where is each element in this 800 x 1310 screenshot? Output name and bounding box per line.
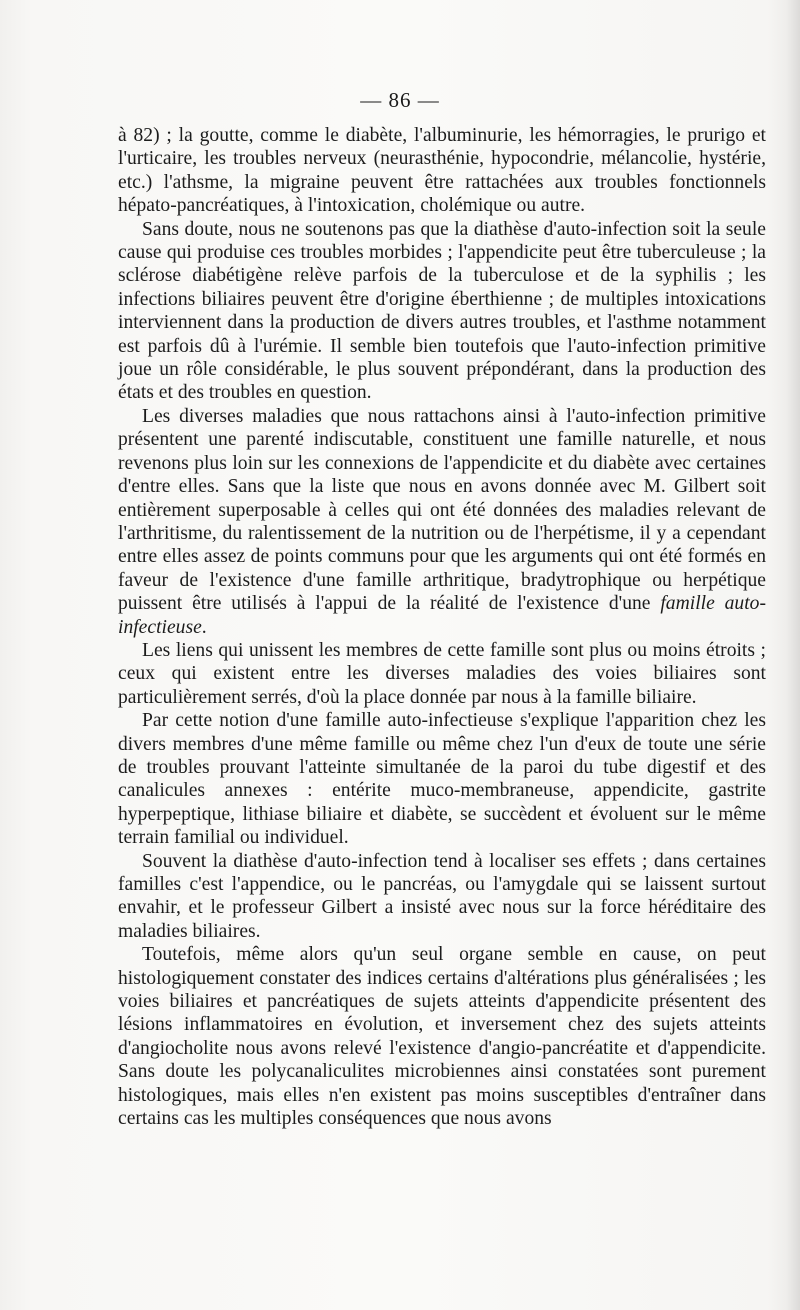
paragraph-1: à 82) ; la goutte, comme le diabète, l'albuminurie, les hémorragies, le prurigo et l'urticaire, les troubles nerveux (neurasthénie, hypocondrie, mélancolie, hystérie, etc.) l'athsme, la migraine peuvent être rattachées aux troubles fonctionnels hépato-pancréatiques, à l'intoxication, cholémique ou autre. (118, 125, 766, 217)
paragraph-2: Sans doute, nous ne soutenons pas que la diathèse d'auto-infection soit la seule cause qui produise ces troubles morbides ; l'appendicite peut être tuberculeuse ; la sclérose diabétigène relève parfois de la tuberculose et de la syphilis ; les infections biliaires peuvent être d'origine éberthienne ; de multiples intoxications interviennent dans la production de divers autres troubles, et l'asthme notamment est parfois dû à l'urémie. Il semble bien toutefois que l'auto-infection primitive joue un rôle considérable, le plus souvent prépondérant, dans la production des états et des troubles en question. (118, 218, 766, 404)
page-edge-shadow (786, 0, 800, 1310)
page-number: — 86 — (360, 88, 440, 112)
paragraph-4: Les liens qui unissent les membres de cette famille sont plus ou moins étroits ; ceux qui existent entre les diverses maladies des voies biliaires sont particulièrement serrés, d'où la place donnée par nous à la famille biliaire. (118, 639, 766, 708)
paragraph-3-text: Les diverses maladies que nous rattachons ainsi à l'auto-infection primitive présentent une parenté indiscutable, constituent une famille naturelle, et nous revenons plus loin sur les connexions de l'appendicite et du diabète avec certaines d'entre elles. Sans que la liste que nous en avons donnée avec M. Gilbert soit entièrement superposable à celles qui ont été données des maladies relevant de l'arthritisme, du ralentissement de la nutrition ou de l'herpétisme, il y a cependant entre elles assez de points communs pour que les arguments qui ont été formés en faveur de l'existence d'une famille arthritique, bradytrophique ou herpétique puissent être utilisés à l'appui de la réalité de l'existence d'une (118, 405, 766, 615)
body-text (118, 124, 766, 1130)
paragraph-5: Par cette notion d'une famille auto-infectieuse s'explique l'apparition chez les divers membres d'une même famille ou même chez l'un d'eux de toute une série de troubles prouvant l'atteinte simultanée de la paroi du tube digestif et des canalicules annexes : entérite muco-membraneuse, appendicite, gastrite hyperpeptique, lithiase biliaire et diabète, se succèdent et évoluent sur le même terrain familial ou individuel. (118, 710, 766, 849)
paragraph-7: Toutefois, même alors qu'un seul organe semble en cause, on peut histologiquement constater des indices certains d'altérations plus généralisées ; les voies biliaires et pancréatiques de sujets atteints d'appendicite présentent des lésions inflammatoires en évolution, et inversement chez des sujets atteints d'angiocholite nous avons relevé l'existence d'angio-pancréatite et d'appendicite. Sans doute les polycanaliculites microbiennes ainsi constatées sont purement histologiques, mais elles n'en existent pas moins susceptibles d'entraîner dans certains cas les multiples conséquences que nous avons (118, 944, 766, 1130)
famille-auto-infectieuse-emphasis: famille auto-infectieuse (118, 593, 766, 638)
paragraph-3 (118, 405, 766, 639)
paragraph-6: Souvent la diathèse d'auto-infection tend à localiser ses effets ; dans certaines familles c'est l'appendice, ou le pancréas, ou l'amygdale qui se laissent surtout envahir, et le professeur Gilbert a insisté avec nous sur la force héréditaire des maladies biliaires. (118, 850, 766, 942)
paragraph-3-end: . (201, 616, 207, 638)
